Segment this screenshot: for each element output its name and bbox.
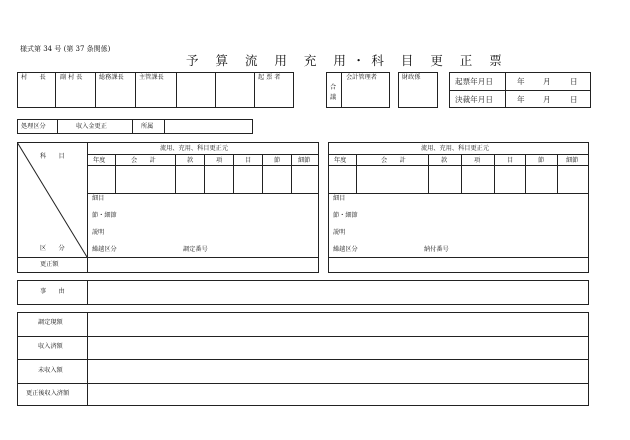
processing-label: 処理区分 xyxy=(21,123,46,130)
col-moku-r: 目 xyxy=(507,157,514,164)
col-moku: 目 xyxy=(245,157,252,164)
decision-day: 日 xyxy=(570,95,578,104)
draft-date-label: 起票年月日 xyxy=(455,77,493,86)
kubun-label: 区 分 xyxy=(40,245,65,252)
nofu-bango-label: 納付番号 xyxy=(424,246,449,253)
amount-row-label-1: 調定現額 xyxy=(38,319,63,326)
decision-date-label: 決裁年月日 xyxy=(455,95,493,104)
col-kaikei-r: 会 計 xyxy=(381,157,406,164)
gouku-label: 合 議 xyxy=(330,84,337,101)
jiyu-box xyxy=(17,280,589,305)
approver-box-6 xyxy=(215,72,255,108)
dept-label: 所属 xyxy=(141,123,154,130)
setsu-saisetsu-label: 節・細節 xyxy=(92,212,117,219)
setsu-saisetsu-label-r: 節・細節 xyxy=(333,212,358,219)
draft-year: 年 xyxy=(517,77,525,86)
saimoku-label: 細目 xyxy=(92,195,105,202)
kurikoshi-label-right: 繰越区分 xyxy=(333,246,358,253)
jiyu-label: 事 由 xyxy=(40,288,65,295)
amount-row-label-4: 更正後収入済額 xyxy=(26,390,70,397)
col-kaikei: 会 計 xyxy=(131,157,156,164)
col-kou-r: 項 xyxy=(474,157,481,164)
processing-row xyxy=(17,119,253,134)
draft-month: 月 xyxy=(543,77,551,86)
page-title: 予 算 流 用 充 用・科 目 更 正 票 xyxy=(186,53,509,68)
decision-year: 年 xyxy=(517,95,525,104)
col-setsu: 節 xyxy=(274,157,281,164)
decision-month: 月 xyxy=(543,95,551,104)
approver-label-4: 主管課長 xyxy=(139,74,164,81)
kurikoshi-label-left: 繰越区分 xyxy=(92,246,117,253)
kamoku-label: 科 目 xyxy=(40,153,65,160)
finance-staff-label: 財政係 xyxy=(402,74,421,81)
draft-day: 日 xyxy=(570,77,578,86)
col-saisetsu-r: 細節 xyxy=(566,157,579,164)
approver-label-1: 村 長 xyxy=(21,74,46,81)
approver-box-5 xyxy=(176,72,216,108)
col-nendo: 年度 xyxy=(93,157,106,164)
approver-label-7: 起 票 者 xyxy=(258,74,281,81)
chotei-bango-label: 調定番号 xyxy=(183,246,208,253)
col-kan: 款 xyxy=(187,157,194,164)
col-setsu-r: 節 xyxy=(538,157,545,164)
amount-row-label-3: 未収入額 xyxy=(38,367,63,374)
accounting-manager-label: 会計管理者 xyxy=(346,74,377,81)
approver-label-3: 総務課長 xyxy=(99,74,124,81)
approver-label-2: 副 村 長 xyxy=(60,74,83,81)
col-kou: 項 xyxy=(216,157,223,164)
kousei-gaku-label: 更正額 xyxy=(40,261,59,268)
saimoku-label-r: 細目 xyxy=(333,195,346,202)
left-header: 流用、充用、科目更正元 xyxy=(160,145,229,152)
main-table-right xyxy=(328,142,589,273)
right-header: 流用、充用、科目更正元 xyxy=(421,145,490,152)
setsumei-label-r: 説明 xyxy=(333,229,346,236)
col-saisetsu: 細節 xyxy=(298,157,311,164)
processing-value: 収入金更正 xyxy=(76,123,107,130)
col-nendo-r: 年度 xyxy=(334,157,347,164)
form-number: 様式第 34 号 (第 37 条関係) xyxy=(20,45,111,53)
amount-row-label-2: 収入済額 xyxy=(38,343,63,350)
col-kan-r: 款 xyxy=(441,157,448,164)
setsumei-label: 説明 xyxy=(92,229,105,236)
